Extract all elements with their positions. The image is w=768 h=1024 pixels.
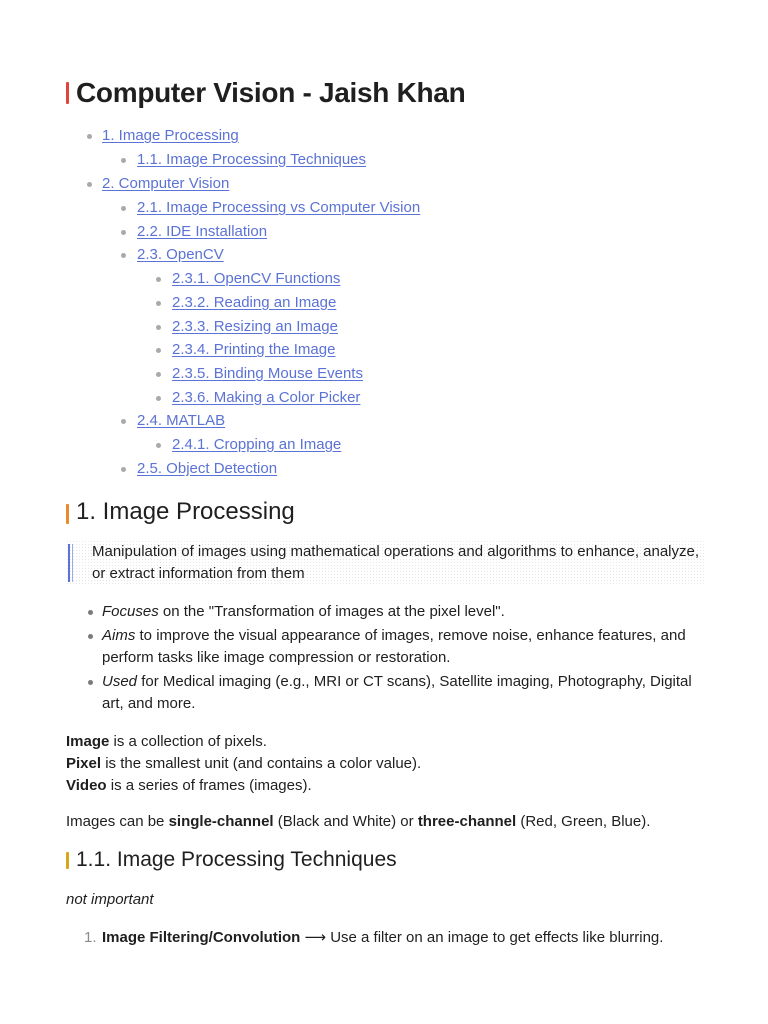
bullet-text: for Medical imaging (e.g., MRI or CT scans), Satellite imaging, Photography, Digital art, and more. <box>102 672 692 713</box>
toc-item <box>66 220 420 244</box>
toc-item <box>66 148 420 172</box>
bullet-text: to improve the visual appearance of images, remove noise, enhance features, and perform tasks like image compression or restoration. <box>102 626 686 667</box>
definition-term: Pixel <box>66 755 102 772</box>
toc-item <box>66 386 420 410</box>
step-text: Use a filter on an image to get effects like blurring. <box>330 929 664 946</box>
toc-item <box>66 433 420 457</box>
toc-link[interactable]: 2.2. IDE Installation <box>137 222 268 240</box>
definition-text: is a collection of pixels. <box>109 733 267 750</box>
definition-line <box>66 775 421 797</box>
toc-link[interactable]: 2.3.5. Binding Mouse Events <box>172 364 363 382</box>
arrow-icon: ⟶ <box>300 929 331 946</box>
bullet-keyword: Used <box>102 672 138 690</box>
toc-item <box>66 457 420 481</box>
callout-bar-inner <box>72 544 73 582</box>
list-item <box>66 625 706 670</box>
definition-line <box>66 753 421 775</box>
toc-link[interactable]: 1. Image Processing <box>102 127 239 144</box>
callout-bar <box>68 544 70 582</box>
definition-line <box>66 731 421 753</box>
toc-link[interactable]: 2.3.1. OpenCV Functions <box>172 270 341 288</box>
toc-link[interactable]: 2. Computer Vision <box>102 175 230 193</box>
techniques-list <box>66 927 706 949</box>
title-accent-bar <box>66 82 69 104</box>
toc-item <box>66 315 420 339</box>
image-processing-bullets <box>66 601 706 717</box>
list-item <box>66 671 706 716</box>
toc-link[interactable]: 2.5. Object Detection <box>137 459 278 477</box>
toc-item <box>66 291 420 315</box>
toc-link[interactable]: 2.3.2. Reading an Image <box>172 293 337 311</box>
toc-link[interactable]: 1.1. Image Processing Techniques <box>137 150 367 168</box>
heading-accent-bar <box>66 504 69 524</box>
definition-callout <box>66 540 704 586</box>
toc-item <box>66 409 420 433</box>
section-heading-techniques: 1.1. Image Processing Techniques <box>66 845 397 875</box>
heading-accent-bar <box>66 852 69 869</box>
toc-link[interactable]: 2.4. MATLAB <box>137 412 226 430</box>
step-term: Image Filtering/Convolution <box>102 929 301 946</box>
toc-item <box>66 338 420 362</box>
definition-term: Image <box>66 733 110 750</box>
list-item <box>66 927 706 949</box>
toc-link[interactable]: 2.3.3. Resizing an Image <box>172 317 338 335</box>
list-item <box>66 601 706 623</box>
toc-link[interactable]: 2.3. OpenCV <box>137 246 224 264</box>
toc-link[interactable]: 2.4.1. Cropping an Image <box>172 435 342 453</box>
table-of-contents <box>66 124 420 480</box>
definition-term: Video <box>66 777 107 794</box>
toc-item <box>66 172 420 196</box>
definition-text: is the smallest unit (and contains a color value). <box>101 755 422 772</box>
toc-link[interactable]: 2.3.4. Printing the Image <box>172 341 336 359</box>
page-title: Computer Vision - Jaish Khan <box>66 74 465 112</box>
toc-item <box>66 243 420 267</box>
definitions <box>66 731 421 797</box>
toc-item <box>66 362 420 386</box>
step-number: 1. <box>84 929 97 946</box>
channels-paragraph: Images can be single-channel (Black and White) or three-channel (Red, Green, Blue). <box>66 813 651 830</box>
toc-link[interactable]: 2.1. Image Processing vs Computer Vision <box>137 199 421 217</box>
bullet-keyword: Aims <box>102 626 136 644</box>
toc-link[interactable]: 2.3.6. Making a Color Picker <box>172 388 361 406</box>
toc-item <box>66 267 420 291</box>
toc-item <box>66 196 420 220</box>
section-heading-image-processing: 1. Image Processing <box>66 497 295 527</box>
definition-text: is a series of frames (images). <box>106 777 312 794</box>
bullet-text: on the "Transformation of images at the pixel level". <box>158 603 505 620</box>
note-text: not important <box>66 891 154 908</box>
bullet-keyword: Focuses <box>102 603 159 620</box>
toc-item <box>66 124 420 148</box>
callout-text: Manipulation of images using mathematical operations and algorithms to enhance, analyze, or extract information from them <box>92 543 700 582</box>
